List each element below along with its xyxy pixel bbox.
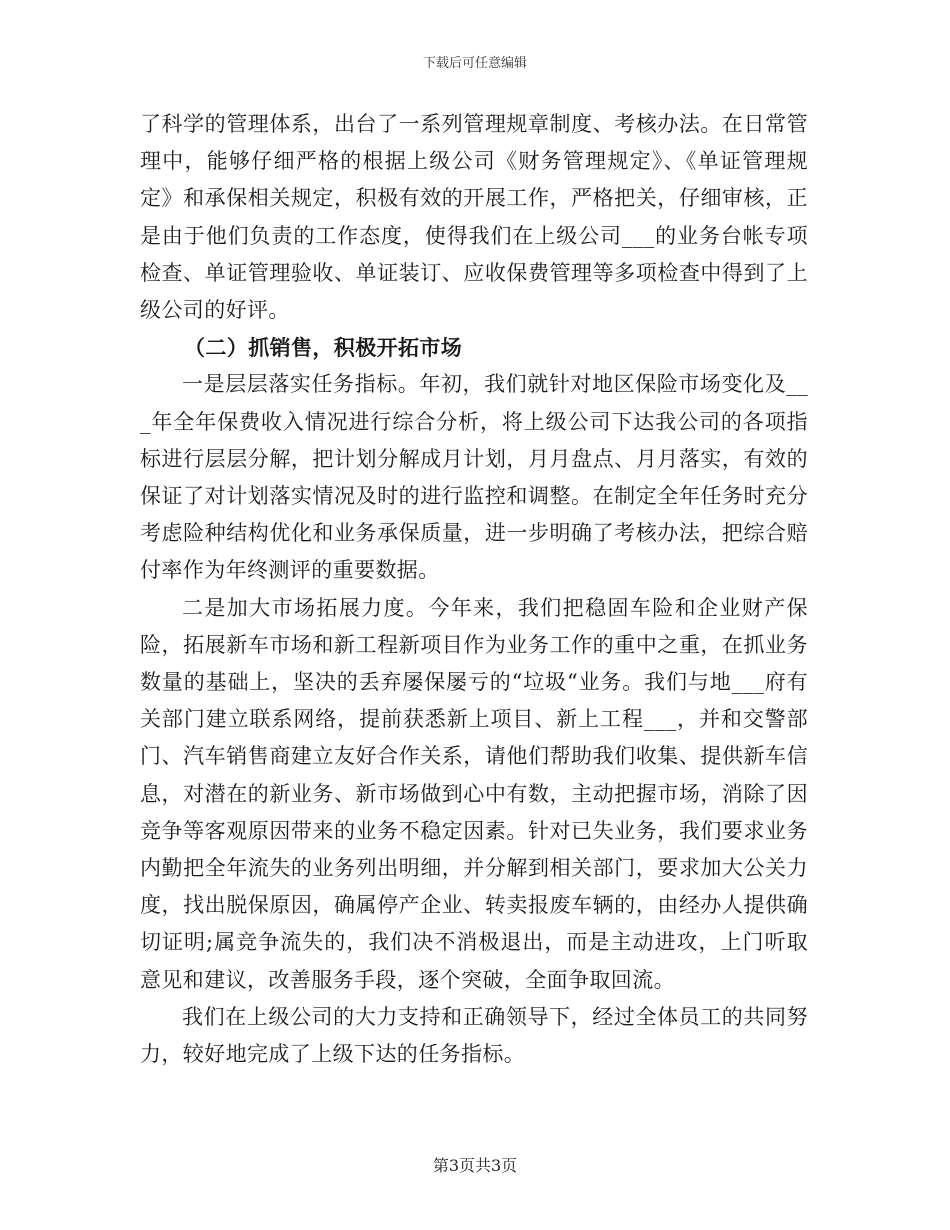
page-header: 下载后可任意编辑 bbox=[422, 56, 527, 71]
paragraph-management: 了科学的管理体系，出台了一系列管理规章制度、考核办法。在日常管理中，能够仔细严格的根据上级公司《财务管理规定》、《单证管理规定》和承保相关规定，积极有效的开展工作，严格把关，仔细审核，正是由于他们负责的工作态度，使得我们在上级公司___的业务台帐专项检查、单证管理验收、单证装订、应收保费管理等多项检查中得到了上级公司的好评。 bbox=[140, 112, 808, 323]
paragraph-targets: 一是层层落实任务指标。年初，我们就针对地区保险市场变化及___年全年保费收入情况进行综合分析，将上级公司下达我公司的各项指标进行层层分解，把计划分解成月计划，月月盘点、月月落实，有效的保证了对计划落实情况及时的进行监控和调整。在制定全年任务时充分考虑险种结构优化和业务承保质量，进一步明确了考核办法，把综合赔付率作为年终测评的重要数据。 bbox=[140, 372, 808, 583]
section-heading-sales: （二）抓销售，积极开拓市场 bbox=[184, 335, 463, 361]
paragraph-market-expansion: 二是加大市场拓展力度。今年来，我们把稳固车险和企业财产保险，拓展新车市场和新工程新项目作为业务工作的重中之重，在抓业务数量的基础上，坚决的丢弃屡保屡亏的“垃圾“业务。我们与地___府有关部门建立联系网络，提前获悉新上项目、新上工程___，并和交警部门、汽车销售商建立友好合作关系，请他们帮助我们收集、提供新车信息，对潜在的新业务、新市场做到心中有数，主动把握市场，消除了因竞争等客观原因带来的业务不稳定因素。针对已失业务，我们要求业务内勤把全年流失的业务列出明细，并分解到相关部门，要求加大公关力度，找出脱保原因，确属停产企业、转卖报废车辆的，由经办人提供确切证明;属竞争流失的，我们决不消极退出，而是主动进攻，上门听取意见和建议，改善服务手段，逐个突破，全面争取回流。 bbox=[140, 595, 808, 992]
paragraph-conclusion: 我们在上级公司的大力支持和正确领导下，经过全体员工的共同努力，较好地完成了上级下达的任务指标。 bbox=[140, 1004, 808, 1067]
page-footer: 第3页共3页 bbox=[432, 1156, 518, 1175]
document-body bbox=[140, 106, 808, 1073]
